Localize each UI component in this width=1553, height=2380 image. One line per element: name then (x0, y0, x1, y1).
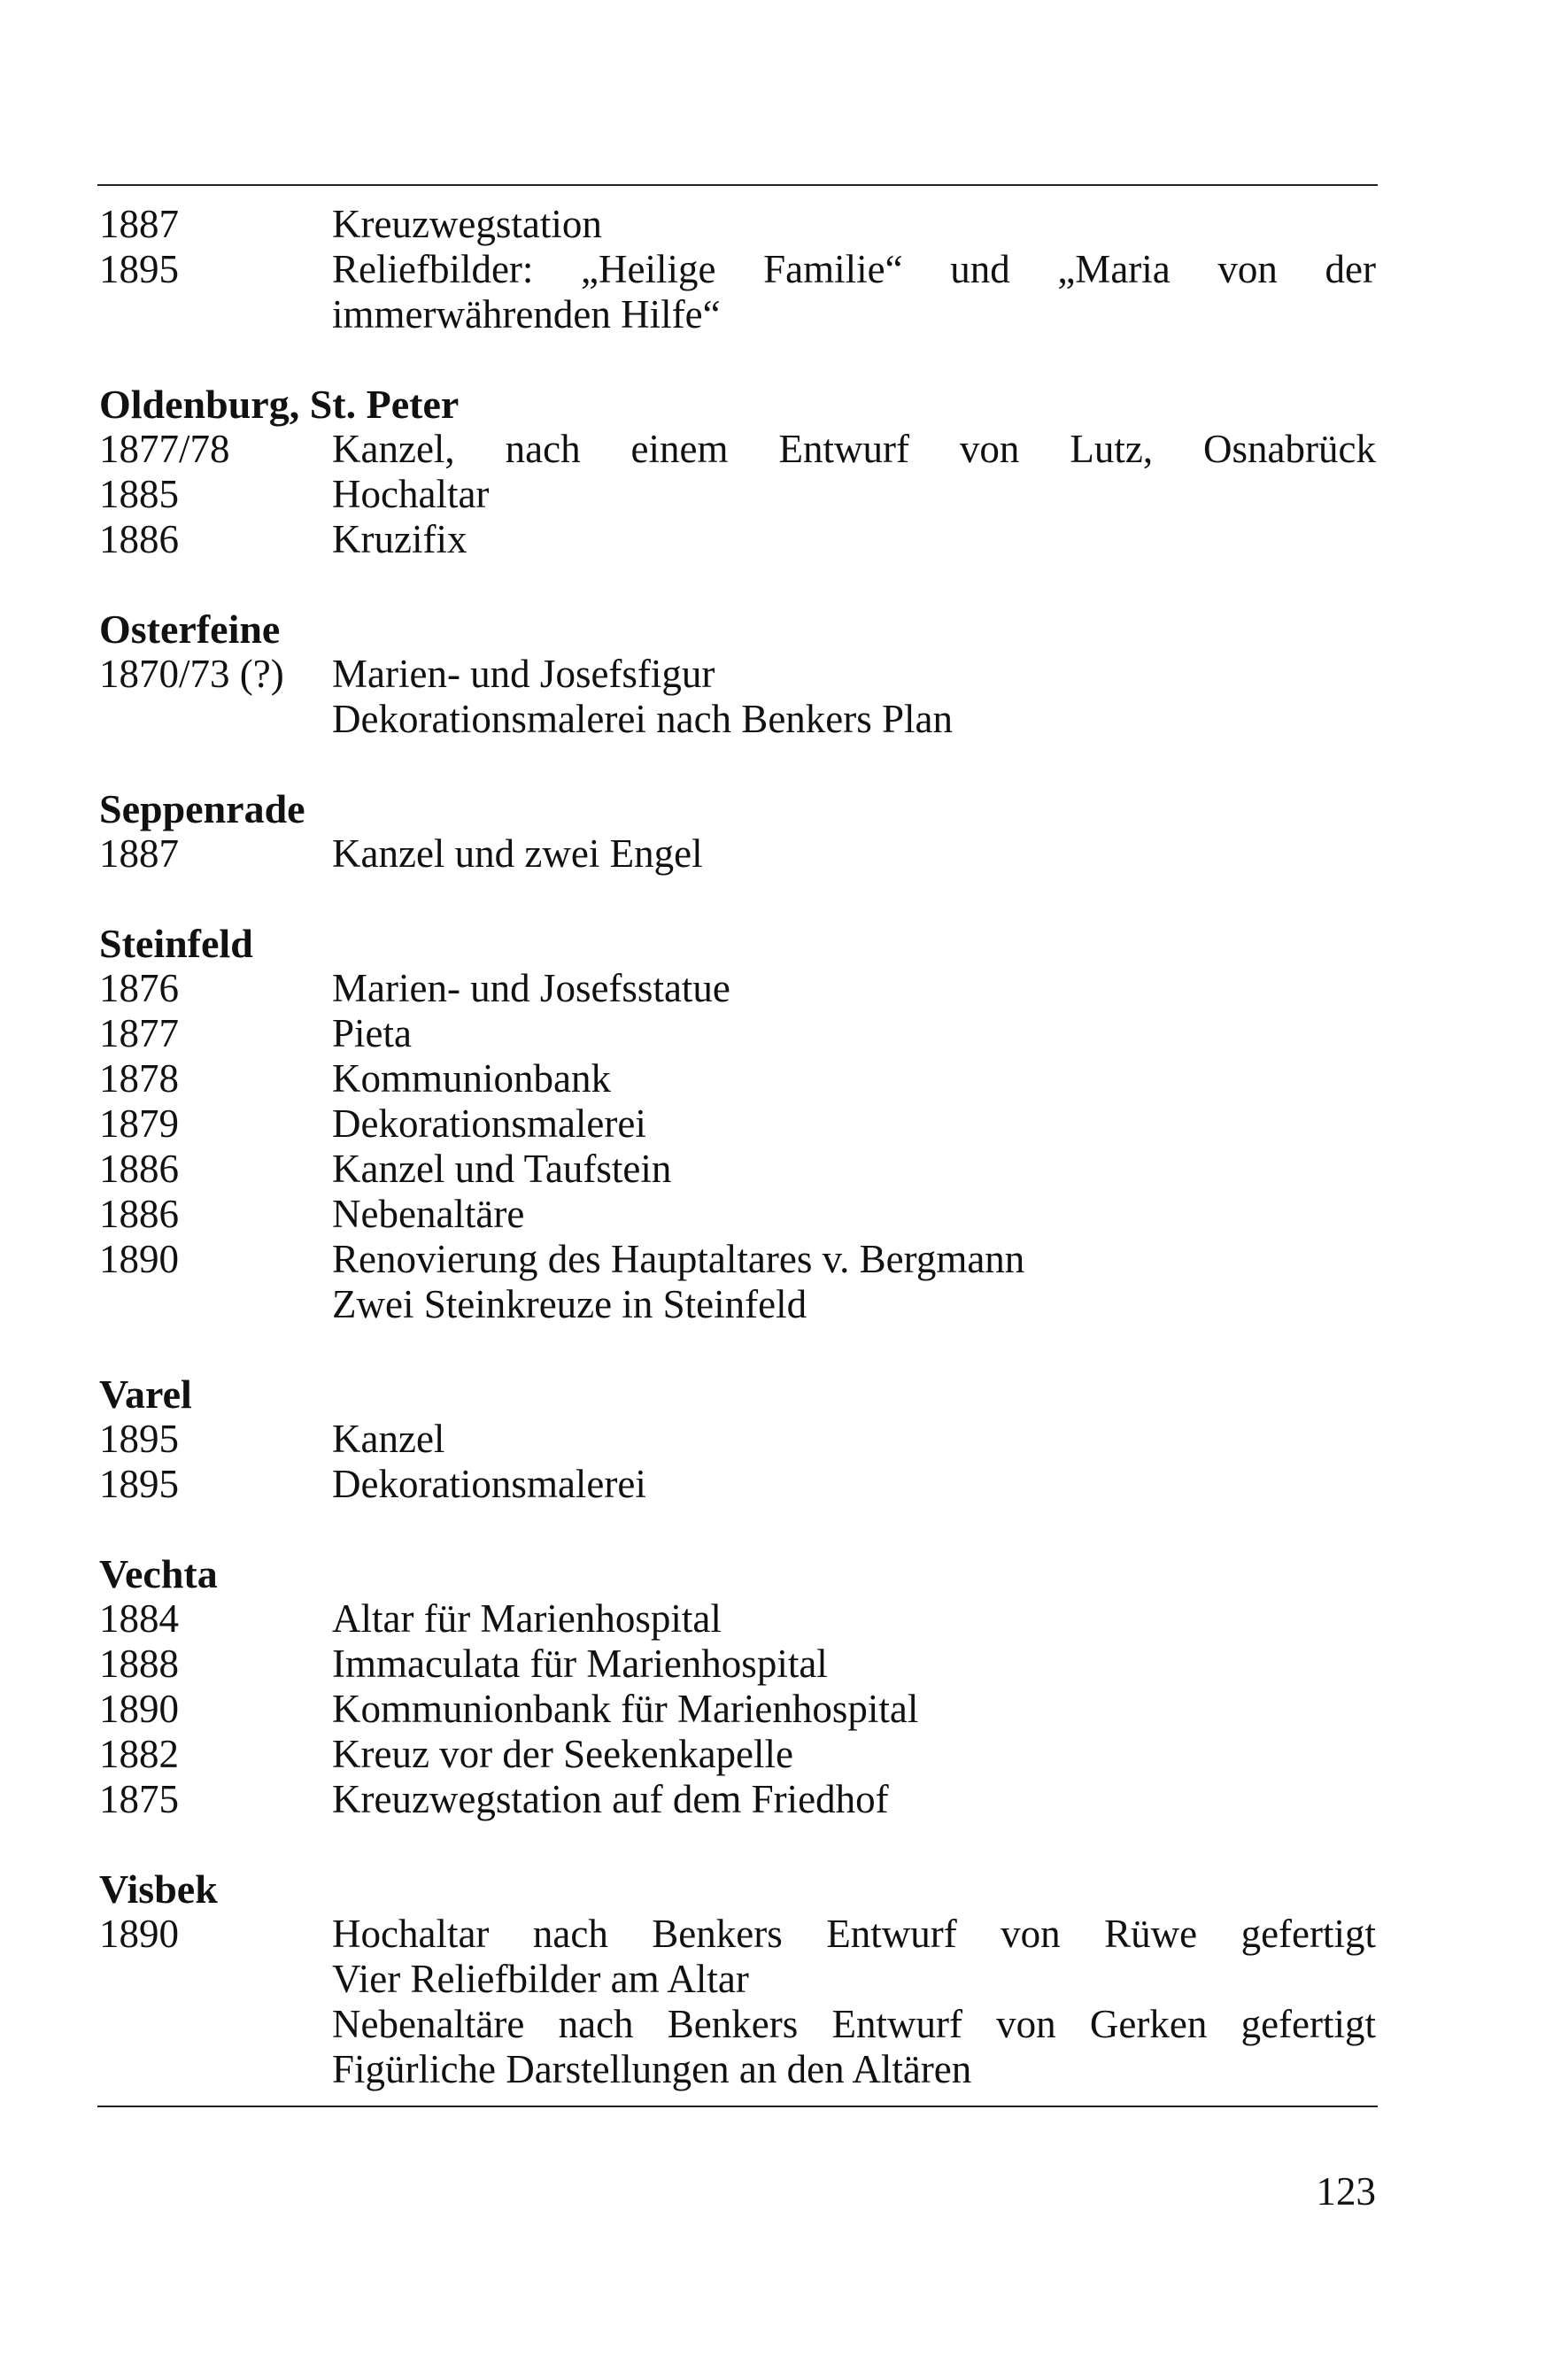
entry-description: Kreuzwegstation (332, 202, 602, 246)
entry-description: Zwei Steinkreuze in Steinfeld (332, 1282, 807, 1326)
entry-description: Reliefbilder: „Heilige Familie“ und „Maria von der immerwährenden Hilfe“ (332, 247, 1376, 336)
entry-year: 1890 (99, 1237, 179, 1281)
entry-year: 1885 (99, 472, 179, 516)
entry-year: 1886 (99, 1147, 179, 1191)
bottom-rule (97, 2106, 1378, 2107)
section (99, 1551, 1376, 1822)
entry-year: 1890 (99, 1912, 179, 1956)
place-heading: Osterfeine (99, 607, 281, 652)
entry-row (99, 1282, 1376, 1327)
work-list (99, 202, 1376, 2137)
section (99, 1372, 1376, 1507)
entry-description: Kanzel und Taufstein (332, 1147, 672, 1191)
place-heading: Seppenrade (99, 786, 305, 831)
entry-row (99, 1957, 1376, 2002)
place-heading: Vechta (99, 1551, 218, 1596)
entry-description: Dekorationsmalerei nach Benkers Plan (332, 697, 954, 741)
entry-row (99, 1417, 1376, 1462)
entry-description: Hochaltar nach Benkers Entwurf von Rüwe gefertigt (332, 1912, 1376, 1956)
section (99, 786, 1376, 877)
entry-row (99, 1912, 1376, 1957)
entry-row (99, 1237, 1376, 1282)
entry-row (99, 517, 1376, 562)
entry-description: Nebenaltäre (332, 1192, 525, 1236)
entry-description: Figürliche Darstellungen an den Altären (332, 2047, 972, 2091)
entry-row (99, 2047, 1376, 2092)
section (99, 921, 1376, 1327)
entry-year: 1877/78 (99, 427, 230, 471)
entry-row (99, 1011, 1376, 1056)
place-heading: Visbek (99, 1866, 218, 1912)
entry-year: 1886 (99, 517, 179, 561)
entry-row (99, 1056, 1376, 1101)
section (99, 1866, 1376, 2092)
entry-description: Pieta (332, 1011, 412, 1055)
entry-description: Kruzifix (332, 517, 467, 561)
top-rule (97, 184, 1378, 186)
entry-description: Nebenaltäre nach Benkers Entwurf von Gerken gefertigt (332, 2002, 1376, 2046)
entry-row (99, 2002, 1376, 2047)
entry-row (99, 652, 1376, 697)
entry-description: Immaculata für Marienhospital (332, 1642, 828, 1686)
entry-description: Altar für Marienhospital (332, 1596, 722, 1641)
entry-year: 1876 (99, 966, 179, 1010)
entry-description: Kommunionbank (332, 1056, 611, 1101)
entry-year: 1887 (99, 202, 179, 246)
section (99, 607, 1376, 742)
entry-row (99, 1101, 1376, 1147)
entry-row (99, 1192, 1376, 1237)
entry-year: 1877 (99, 1011, 179, 1055)
entry-year: 1890 (99, 1687, 179, 1731)
entry-description: Kanzel (332, 1417, 445, 1461)
entry-year: 1888 (99, 1642, 179, 1686)
entry-row (99, 831, 1376, 877)
section (99, 382, 1376, 562)
place-heading: Steinfeld (99, 921, 253, 966)
entry-year: 1895 (99, 1417, 179, 1461)
entry-description: Kreuz vor der Seekenkapelle (332, 1732, 793, 1776)
entry-year: 1879 (99, 1101, 179, 1146)
entry-row (99, 1642, 1376, 1687)
entry-row (99, 427, 1376, 472)
entry-row (99, 202, 1376, 247)
entry-description: Kanzel und zwei Engel (332, 831, 703, 876)
entry-year: 1878 (99, 1056, 179, 1101)
place-heading: Varel (99, 1372, 192, 1417)
entry-row (99, 1147, 1376, 1192)
entry-description: Dekorationsmalerei (332, 1101, 646, 1146)
entry-year: 1870/73 (?) (99, 652, 284, 696)
page-number: 123 (1316, 2169, 1376, 2214)
entry-row (99, 1732, 1376, 1777)
place-heading: Oldenburg, St. Peter (99, 382, 460, 427)
entry-row (99, 472, 1376, 517)
entry-description: Dekorationsmalerei (332, 1462, 646, 1506)
entry-description: Hochaltar (332, 472, 490, 516)
entry-description: Kommunionbank für Marienhospital (332, 1687, 919, 1731)
entry-year: 1895 (99, 1462, 179, 1506)
entry-year: 1886 (99, 1192, 179, 1236)
entry-year: 1884 (99, 1596, 179, 1641)
entry-row (99, 697, 1376, 742)
entry-year: 1875 (99, 1777, 179, 1821)
entry-year: 1882 (99, 1732, 179, 1776)
entry-description: Kanzel, nach einem Entwurf von Lutz, Osnabrück (332, 427, 1376, 471)
entry-description: Kreuzwegstation auf dem Friedhof (332, 1777, 889, 1821)
entry-row (99, 1687, 1376, 1732)
section (99, 202, 1376, 337)
entry-description: Marien- und Josefsstatue (332, 966, 730, 1010)
entry-description: Marien- und Josefsfigur (332, 652, 715, 696)
entry-year: 1887 (99, 831, 179, 876)
entry-description: Vier Reliefbilder am Altar (332, 1957, 749, 2001)
entry-row (99, 1596, 1376, 1642)
entry-row (99, 1462, 1376, 1507)
entry-row (99, 1777, 1376, 1822)
entry-row (99, 966, 1376, 1011)
entry-row (99, 247, 1376, 337)
entry-year: 1895 (99, 247, 179, 291)
entry-description: Renovierung des Hauptaltares v. Bergmann (332, 1237, 1025, 1281)
